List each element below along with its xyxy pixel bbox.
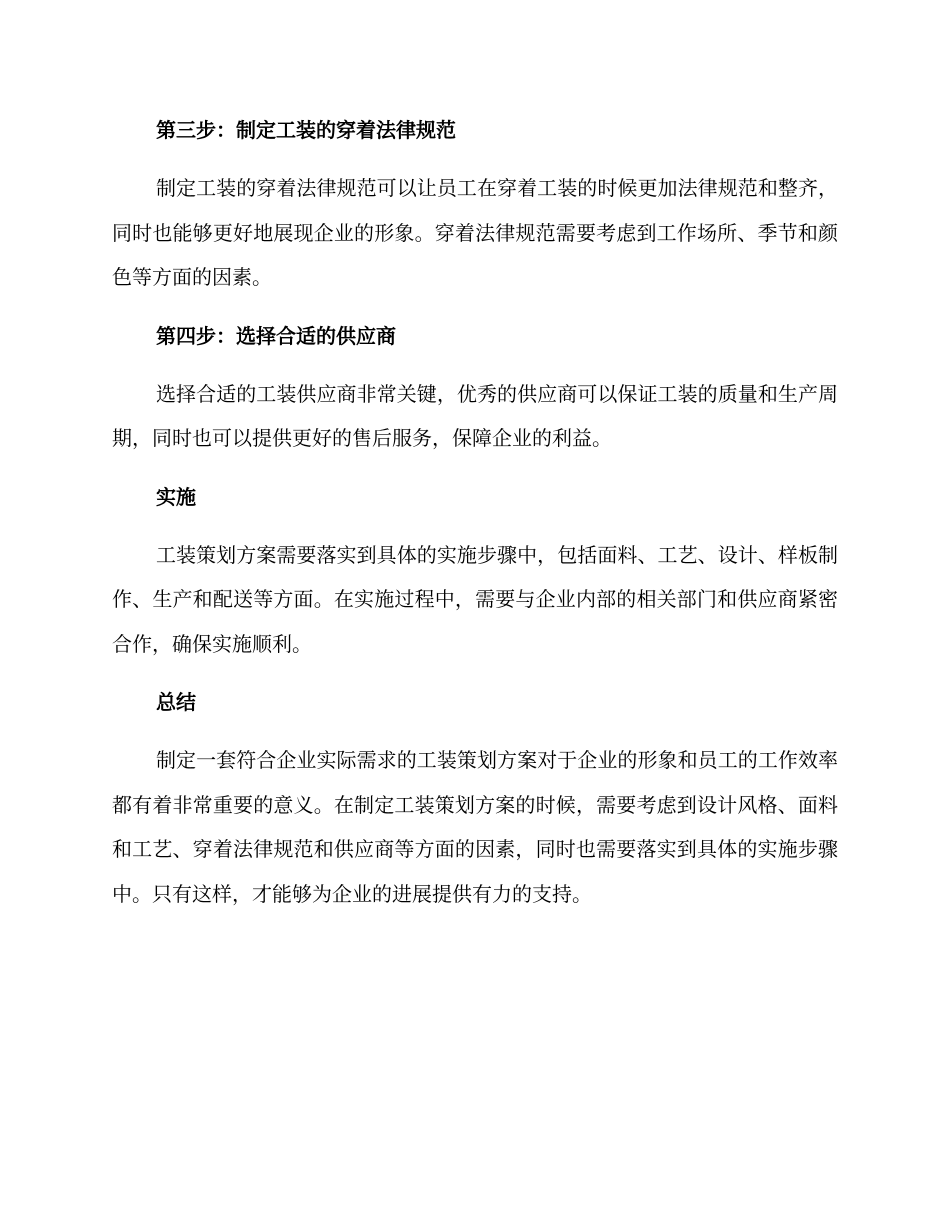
document-page: [112, 108, 838, 930]
section-paragraph-implementation: 工装策划方案需要落实到具体的实施步骤中，包括面料、工艺、设计、样板制作、生产和配送等方面。在实施过程中，需要与企业内部的相关部门和供应商紧密合作，确保实施顺利。: [112, 542, 838, 656]
section-heading-summary: 总结: [156, 690, 196, 714]
section-paragraph-step-four: 选择合适的工装供应商非常关键，优秀的供应商可以保证工装的质量和生产周期，同时也可以提供更好的售后服务，保障企业的利益。: [112, 381, 838, 450]
section-heading-step-three: 第三步：制定工装的穿着法律规范: [156, 118, 456, 142]
section-heading-step-four: 第四步：选择合适的供应商: [156, 323, 396, 348]
section-paragraph-summary: 制定一套符合企业实际需求的工装策划方案对于企业的形象和员工的工作效率都有着非常重要的意义。在制定工装策划方案的时候，需要考虑到设计风格、面料和工艺、穿着法律规范和供应商等方面的因素，同时也需要落实到具体的实施步骤中。只有这样，才能够为企业的进展提供有力的支持。: [112, 748, 838, 906]
section-paragraph-step-three: 制定工装的穿着法律规范可以让员工在穿着工装的时候更加法律规范和整齐，同时也能够更好地展现企业的形象。穿着法律规范需要考虑到工作场所、季节和颜色等方面的因素。: [112, 176, 838, 289]
section-heading-implementation: 实施: [156, 484, 196, 509]
